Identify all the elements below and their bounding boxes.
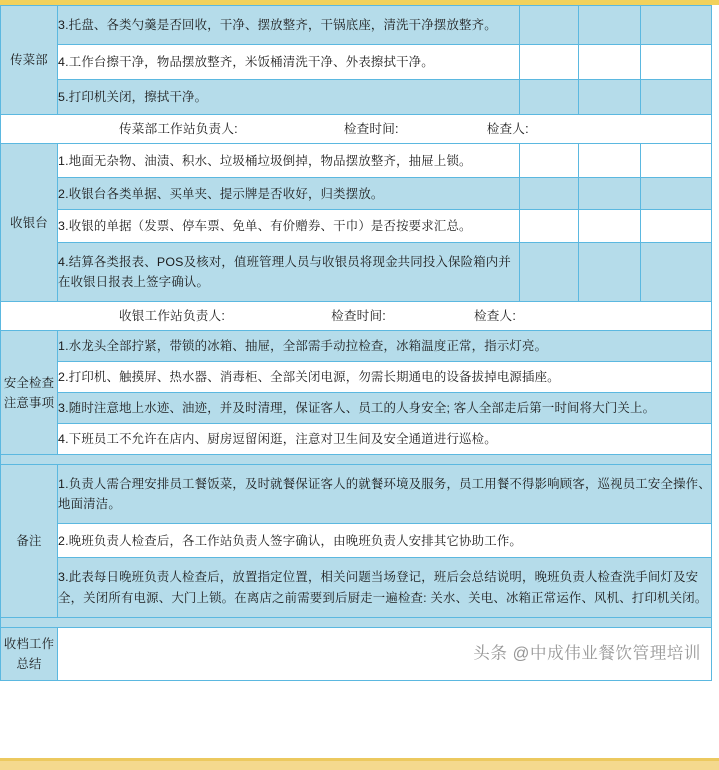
- summary-input-area[interactable]: [58, 627, 712, 680]
- checklist-item: 2.打印机、触摸屏、热水器、消毒柜、全部关闭电源，勿需长期通电的设备拔掉电源插座。: [58, 362, 712, 393]
- signature-cell[interactable]: [1, 302, 712, 331]
- checklist-item: 2.晚班负责人检查后，各工作站负责人签字确认，由晚班负责人安排其它协助工作。: [58, 524, 712, 558]
- signature-row: [1, 302, 712, 331]
- checklist-item: 3.随时注意地上水迹、油迹，并及时清理，保证客人、员工的人身安全; 客人全部走后第一时间将大门关上。: [58, 393, 712, 424]
- table-row: [1, 465, 712, 524]
- closing-checklist-table: [0, 5, 712, 681]
- signature-time-label: 检查时间:: [343, 121, 399, 136]
- checklist-item: 3.此表每日晚班负责人检查后，放置指定位置，相关问题当场登记，班后会总结说明，晚班负责人检查洗手间灯及安全，关闭所有电源、大门上锁。在离店之前需要到后厨走一遍检查: 关水、关电、冰箱正常运作、风机、打印机关闭。: [58, 558, 712, 617]
- table-row: [1, 362, 712, 393]
- table-row: [1, 243, 712, 302]
- check-cell[interactable]: [520, 144, 579, 178]
- table-row: [1, 6, 712, 45]
- checklist-sheet: [0, 5, 719, 758]
- check-cell[interactable]: [641, 210, 712, 243]
- table-row: [1, 331, 712, 362]
- check-cell[interactable]: [641, 178, 712, 210]
- section-label-2: 安全检查注意事项: [1, 331, 58, 455]
- table-row: [1, 144, 712, 178]
- table-row: [1, 45, 712, 80]
- signature-inspector-label: 检查人:: [486, 121, 529, 136]
- section-gap-row: [1, 455, 712, 465]
- checklist-item: 5.打印机关闭，擦拭干净。: [58, 80, 520, 115]
- checklist-item: 3.收银的单据（发票、停车票、免单、有价赠券、干巾）是否按要求汇总。: [58, 210, 520, 243]
- signature-cell[interactable]: [1, 115, 712, 144]
- check-cell[interactable]: [641, 6, 712, 45]
- check-cell[interactable]: [641, 45, 712, 80]
- check-cell[interactable]: [520, 80, 579, 115]
- table-row: [1, 424, 712, 455]
- section-gap-row: [1, 617, 712, 627]
- checklist-item: 4.结算各类报表、POS及核对，值班管理人员与收银员将现金共同投入保险箱内并在收银日报表上签字确认。: [58, 243, 520, 302]
- checklist-item: 4.下班员工不允许在店内、厨房逗留闲逛，注意对卫生间及安全通道进行巡检。: [58, 424, 712, 455]
- section-divider: [1, 455, 712, 465]
- watermark-text: 头条 @中成伟业餐饮管理培训: [473, 644, 701, 663]
- table-row: [1, 210, 712, 243]
- check-cell[interactable]: [579, 80, 641, 115]
- check-cell[interactable]: [520, 6, 579, 45]
- checklist-item: 3.托盘、各类勺羹是否回收，干净、摆放整齐，干锅底座，清洗干净摆放整齐。: [58, 6, 520, 45]
- table-row: [1, 627, 712, 680]
- signature-row: [1, 115, 712, 144]
- table-row: [1, 558, 712, 617]
- section-divider: [1, 617, 712, 627]
- table-row: [1, 80, 712, 115]
- check-cell[interactable]: [579, 6, 641, 45]
- section-label-4: 收档工作总结: [1, 627, 58, 680]
- check-cell[interactable]: [579, 144, 641, 178]
- check-cell[interactable]: [520, 210, 579, 243]
- table-row: [1, 178, 712, 210]
- check-cell[interactable]: [641, 243, 712, 302]
- signature-responsible-label: 收银工作站负责人:: [119, 309, 226, 324]
- check-cell[interactable]: [579, 243, 641, 302]
- check-cell[interactable]: [520, 178, 579, 210]
- check-cell[interactable]: [520, 243, 579, 302]
- signature-responsible-label: 传菜部工作站负责人:: [119, 121, 238, 136]
- bottom-decorative-strip: [0, 758, 719, 770]
- check-cell[interactable]: [641, 80, 712, 115]
- table-row: [1, 524, 712, 558]
- section-label-0: 传菜部: [1, 6, 58, 115]
- checklist-item: 1.负责人需合理安排员工餐饭菜，及时就餐保证客人的就餐环境及服务，员工用餐不得影响顾客，巡视员工安全操作、地面清洁。: [58, 465, 712, 524]
- checklist-item: 1.水龙头全部拧紧，带锁的冰箱、抽屉，全部需手动拉检查，冰箱温度正常，指示灯亮。: [58, 331, 712, 362]
- checklist-item: 1.地面无杂物、油渍、积水、垃圾桶垃圾倒掉，物品摆放整齐，抽屉上锁。: [58, 144, 520, 178]
- check-cell[interactable]: [641, 144, 712, 178]
- checklist-item: 2.收银台各类单据、买单夹、提示牌是否收好，归类摆放。: [58, 178, 520, 210]
- check-cell[interactable]: [579, 45, 641, 80]
- section-label-3: 备注: [1, 465, 58, 617]
- check-cell[interactable]: [520, 45, 579, 80]
- section-label-1: 收银台: [1, 144, 58, 302]
- check-cell[interactable]: [579, 210, 641, 243]
- check-cell[interactable]: [579, 178, 641, 210]
- signature-inspector-label: 检查人:: [473, 309, 517, 324]
- checklist-item: 4.工作台擦干净，物品摆放整齐，米饭桶清洗干净、外表擦拭干净。: [58, 45, 520, 80]
- table-row: [1, 393, 712, 424]
- signature-time-label: 检查时间:: [331, 309, 386, 324]
